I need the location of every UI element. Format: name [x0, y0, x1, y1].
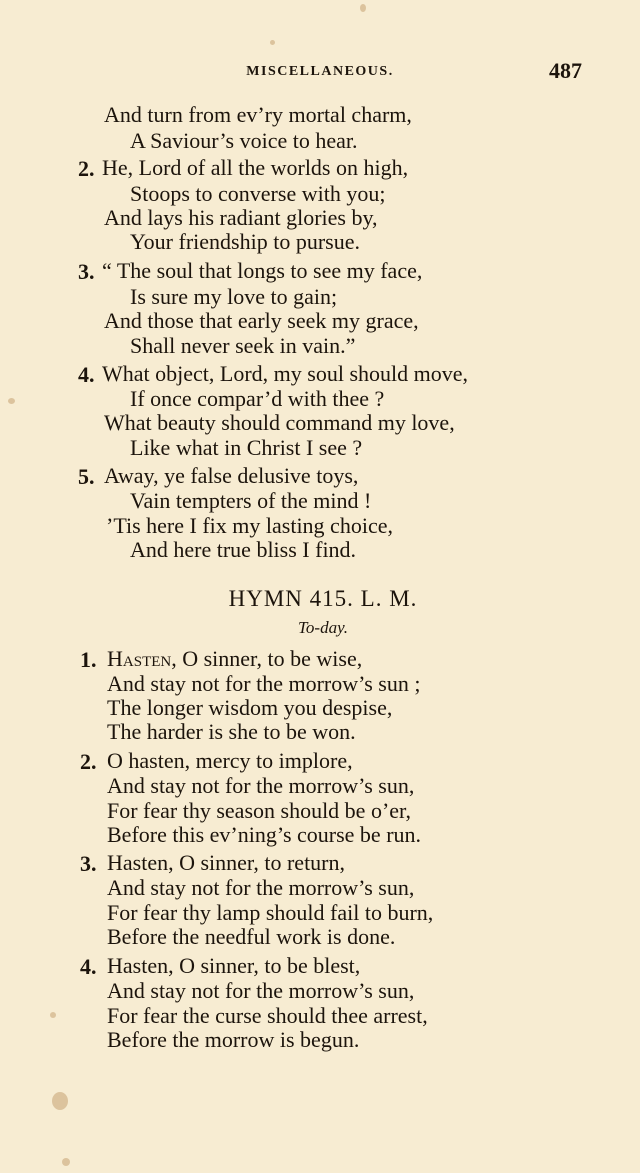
verse-number: 4. — [80, 954, 97, 979]
first-word: Hasten — [107, 646, 172, 671]
verse-line: Stoops to converse with you; — [130, 181, 386, 206]
verse-number: 2. — [80, 749, 97, 774]
paper-spot — [52, 1092, 68, 1110]
verse-number: 4. — [78, 362, 95, 387]
verse-line: “ The soul that longs to see my face, — [102, 258, 423, 283]
page-number: 487 — [549, 58, 582, 83]
verse-line: And those that early seek my grace, — [104, 308, 419, 333]
paper-spot — [360, 4, 366, 12]
verse-line: What beauty should command my love, — [104, 410, 455, 435]
verse-line: Is sure my love to gain; — [130, 284, 338, 309]
verse-line: For fear thy lamp should fail to burn, — [107, 900, 434, 925]
verse-first-line — [107, 647, 362, 671]
verse-line: Hasten, O sinner, to return, — [107, 850, 346, 875]
verse-line: Like what in Christ I see ? — [130, 435, 363, 460]
verse-line: And stay not for the morrow’s sun, — [107, 978, 415, 1003]
verse-line: Hasten, O sinner, to be blest, — [107, 953, 361, 978]
verse-number: 5. — [78, 464, 95, 489]
verse-line: Before this ev’ning’s course be run. — [107, 822, 422, 847]
verse-line: He, Lord of all the worlds on high, — [102, 155, 409, 180]
verse-line: Vain tempters of the mind ! — [130, 488, 372, 513]
verse-line: Before the morrow is begun. — [107, 1027, 360, 1052]
verse-line: The longer wisdom you despise, — [107, 695, 393, 720]
first-line-rest: , O sinner, to be wise, — [171, 646, 363, 671]
verse-line: The harder is she to be won. — [107, 719, 356, 744]
hymn-title: HYMN 415. L. M. — [228, 586, 418, 611]
verse-line: Away, ye false delusive toys, — [104, 463, 359, 488]
verse-line: For fear thy season should be o’er, — [107, 798, 411, 823]
verse-line: If once compar’d with thee ? — [130, 386, 385, 411]
verse-line: For fear the curse should thee arrest, — [107, 1003, 428, 1028]
verse-line: What object, Lord, my soul should move, — [102, 361, 468, 386]
hymn-subtitle: To-day. — [298, 618, 348, 637]
verse-line: Your friendship to pursue. — [130, 229, 360, 254]
verse-number: 1. — [80, 647, 97, 672]
verse-line: And stay not for the morrow’s sun ; — [107, 671, 421, 696]
running-title: MISCELLANEOUS. — [246, 64, 394, 79]
paper-spot — [270, 40, 275, 45]
verse-line: And lays his radiant glories by, — [104, 205, 378, 230]
verse-line: And stay not for the morrow’s sun, — [107, 773, 415, 798]
paper-spot — [62, 1158, 70, 1166]
verse-line: ’Tis here I fix my lasting choice, — [106, 513, 393, 538]
verse-line: And turn from ev’ry mortal charm, — [104, 102, 412, 127]
verse-line: And here true bliss I find. — [130, 537, 357, 562]
paper-spot — [8, 398, 15, 404]
verse-number: 3. — [78, 259, 95, 284]
verse-line: A Saviour’s voice to hear. — [130, 128, 358, 153]
verse-number: 3. — [80, 851, 97, 876]
paper-spot — [50, 1012, 56, 1018]
verse-line: Shall never seek in vain.” — [130, 333, 356, 358]
verse-line: Before the needful work is done. — [107, 924, 396, 949]
verse-number: 2. — [78, 156, 95, 181]
verse-line: And stay not for the morrow’s sun, — [107, 875, 415, 900]
verse-line: O hasten, mercy to implore, — [107, 748, 353, 773]
